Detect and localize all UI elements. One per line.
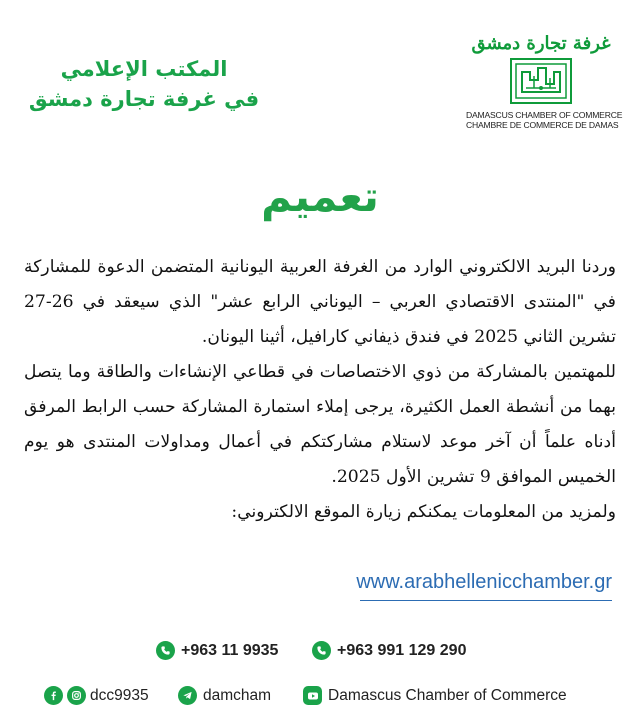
- whatsapp-icon: [312, 641, 331, 660]
- phone-landline-contact[interactable]: [156, 641, 278, 660]
- paragraph-participation: للمهتمين بالمشاركة من ذوي الاختصاصات في قطاعي الإنشاءات والطاقة وما يتصل بهما من أنشطة العمل الكثيرة، يرجى إملاء استمارة المشاركة حسب الرابط المرفق أدناه علماً أن آخر موعد لاستلام مشاركتكم في أعمال ومداولات المنتدى هو يوم الخميس الموافق 9 تشرين الأول 2025.: [24, 362, 616, 487]
- youtube-channel-name: Damascus Chamber of Commerce: [328, 686, 567, 704]
- whatsapp-icon: [156, 641, 175, 660]
- logo-french-name: CHAMBRE DE COMMERCE DE DAMAS: [466, 120, 619, 130]
- telegram-contact[interactable]: [178, 686, 271, 705]
- social-contact[interactable]: [44, 686, 149, 705]
- website-link[interactable]: www.arabhellenicchamber.gr: [356, 571, 612, 593]
- logo-emblem-icon: [510, 58, 572, 104]
- circular-title: تعميم: [261, 172, 379, 221]
- instagram-icon: [67, 686, 86, 705]
- media-office-line-2: في غرفة تجارة دمشق: [28, 87, 260, 111]
- youtube-icon: [303, 686, 322, 705]
- social-handle: dcc9935: [90, 686, 149, 704]
- facebook-icon: [44, 686, 63, 705]
- paragraph-more-info: ولمزيد من المعلومات يمكنكم زيارة الموقع الالكتروني:: [231, 502, 616, 522]
- phone-landline-number: +963 11 9935: [181, 641, 279, 659]
- paragraph-invitation: وردنا البريد الالكتروني الوارد من الغرفة العربية اليونانية المتضمن الدعوة للمشاركة في "المنتدى الاقتصادي العربي – اليوناني الرابع عشر" الذي سيعقد في 26-27 تشرين الثاني 2025 في فندق ذيفاني كارافيل، أثينا اليونان.: [24, 257, 616, 347]
- logo-english-name: DAMASCUS CHAMBER OF COMMERCE: [466, 110, 623, 120]
- website-link-underline: [360, 600, 612, 601]
- media-office-label: [24, 54, 264, 114]
- youtube-contact[interactable]: [303, 686, 567, 705]
- circular-body: [24, 250, 616, 530]
- telegram-handle: damcham: [203, 686, 272, 704]
- chamber-logo: [466, 26, 623, 138]
- phone-mobile-contact[interactable]: [312, 641, 466, 660]
- media-office-line-1: المكتب الإعلامي: [60, 57, 228, 81]
- logo-arabic-name: غرفة تجارة دمشق: [471, 32, 611, 54]
- phone-mobile-number: +963 991 129 290: [337, 641, 467, 659]
- telegram-icon: [178, 686, 197, 705]
